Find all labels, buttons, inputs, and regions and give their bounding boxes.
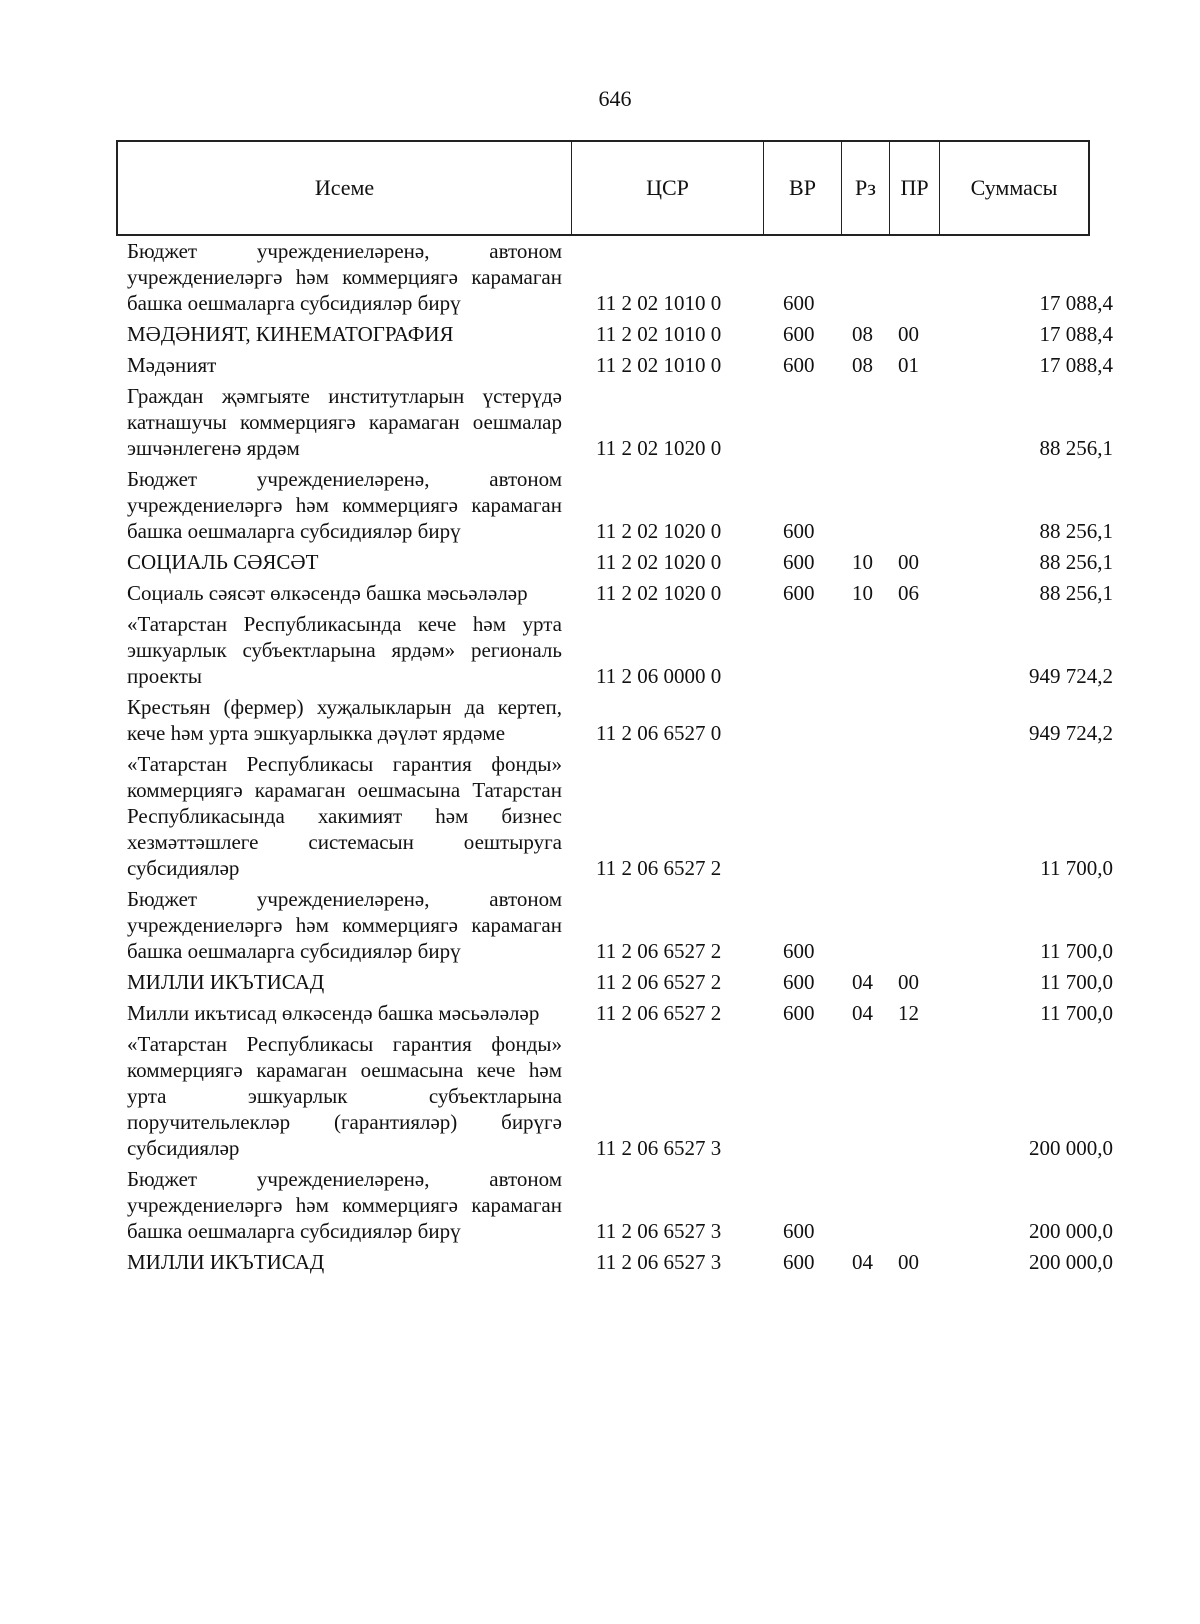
table-row [0,1249,1200,1275]
page-number: 646 [598,86,632,111]
row-csr: 11 2 02 1020 0 [596,519,722,543]
header-name: Исеме [118,142,572,234]
row-csr: 11 2 02 1010 0 [596,322,722,346]
row-sum: 17 088,4 [1039,353,1113,377]
row-sum: 88 256,1 [1039,581,1113,605]
row-vr: 600 [783,1250,815,1274]
row-sum: 88 256,1 [1039,550,1113,574]
row-csr: 11 2 02 1020 0 [596,550,722,574]
row-sum: 11 700,0 [1040,856,1113,880]
row-sum: 200 000,0 [1029,1219,1113,1243]
row-vr: 600 [783,291,815,315]
row-vr: 600 [783,519,815,543]
row-vr: 600 [783,322,815,346]
table-row [0,549,1200,575]
row-name: Социаль сәясәт өлкәсендә башка мәсьәләләр [127,581,528,605]
table-row [0,969,1200,995]
row-csr: 11 2 06 6527 0 [596,721,722,745]
row-rz: 10 [852,550,873,574]
table-row [0,1166,1200,1244]
table-row [0,321,1200,347]
row-name: Крестьян (фермер) хуҗалыкларын да кертеп, кече һәм урта эшкуарлыкка дәүләт ярдәме [127,695,562,745]
table-row [0,466,1200,544]
row-csr: 11 2 06 6527 2 [596,1001,722,1025]
table-row [0,1000,1200,1026]
row-csr: 11 2 02 1020 0 [596,436,722,460]
row-name: СОЦИАЛЬ СӘЯСӘТ [127,550,319,574]
row-sum: 11 700,0 [1040,970,1113,994]
row-sum: 200 000,0 [1029,1136,1113,1160]
row-name: Бюджет учреждениеләренә, автоном учреждениеләргә һәм коммерциягә карамаган башка оешмаларга субсидияләр бирү [127,467,562,543]
row-vr: 600 [783,1219,815,1243]
row-csr: 11 2 06 6527 2 [596,970,722,994]
row-sum: 17 088,4 [1039,291,1113,315]
row-csr: 11 2 06 6527 3 [596,1219,722,1243]
header-rz: Рз [842,142,890,234]
row-vr: 600 [783,353,815,377]
table-row [0,694,1200,746]
table-body [0,238,1200,1280]
row-pr: 06 [898,581,919,605]
row-csr: 11 2 06 6527 3 [596,1250,722,1274]
table-row [0,383,1200,461]
row-csr: 11 2 06 0000 0 [596,664,722,688]
row-name: Бюджет учреждениеләренә, автоном учреждениеләргә һәм коммерциягә карамаган башка оешмаларга субсидияләр бирү [127,1167,562,1243]
row-name: Мәдәният [127,353,217,377]
row-pr: 01 [898,353,919,377]
row-csr: 11 2 02 1020 0 [596,581,722,605]
row-rz: 04 [852,1250,873,1274]
row-sum: 88 256,1 [1039,436,1113,460]
row-csr: 11 2 06 6527 3 [596,1136,722,1160]
table-row [0,611,1200,689]
row-pr: 00 [898,970,919,994]
table-header [116,140,1090,236]
row-pr: 00 [898,322,919,346]
header-vr: ВР [764,142,842,234]
row-name: МИЛЛИ ИКЪТИСАД [127,1250,325,1274]
table-row [0,238,1200,316]
row-rz: 08 [852,322,873,346]
row-pr: 12 [898,1001,919,1025]
row-vr: 600 [783,970,815,994]
row-name: Милли икътисад өлкәсендә башка мәсьәләләр [127,1001,540,1025]
row-vr: 600 [783,1001,815,1025]
header-pr: ПР [890,142,940,234]
row-rz: 08 [852,353,873,377]
row-name: «Татарстан Республикасы гарантия фонды» коммерциягә карамаган оешмасына Татарстан Республикасында хакимият һәм бизнес хезмәттәшлеге системасын оештыруга субсидияләр [127,752,562,880]
row-rz: 10 [852,581,873,605]
row-csr: 11 2 06 6527 2 [596,856,722,880]
header-sum: Суммасы [970,175,1058,200]
row-name: Граждан җәмгыяте институтларын үстерүдә катнашучы коммерциягә карамаган оешмалар эшчәнлегенә ярдәм [127,384,562,460]
row-sum: 11 700,0 [1040,939,1113,963]
row-name: Бюджет учреждениеләренә, автоном учреждениеләргә һәм коммерциягә карамаган башка оешмаларга субсидияләр бирү [127,887,562,963]
row-sum: 949 724,2 [1029,721,1113,745]
table-row [0,886,1200,964]
row-csr: 11 2 06 6527 2 [596,939,722,963]
header-csr: ЦСР [572,142,764,234]
row-sum: 949 724,2 [1029,664,1113,688]
row-name: Бюджет учреждениеләренә, автоном учреждениеләргә һәм коммерциягә карамаган башка оешмаларга субсидияләр бирү [127,239,562,315]
row-vr: 600 [783,581,815,605]
row-name: «Татарстан Республикасында кече һәм урта эшкуарлык субъектларына ярдәм» региональ проекты [127,612,562,688]
row-name: МӘДӘНИЯТ, КИНЕМАТОГРАФИЯ [127,322,454,346]
row-sum: 88 256,1 [1039,519,1113,543]
row-sum: 17 088,4 [1039,322,1113,346]
table-row [0,580,1200,606]
row-name: МИЛЛИ ИКЪТИСАД [127,970,325,994]
row-name: «Татарстан Республикасы гарантия фонды» коммерциягә карамаган оешмасына кече һәм урта эшкуарлык субъектларына поручительлекләр (гарантияләр) бирүгә субсидияләр [127,1032,562,1160]
row-rz: 04 [852,1001,873,1025]
row-vr: 600 [783,939,815,963]
row-rz: 04 [852,970,873,994]
row-vr: 600 [783,550,815,574]
row-pr: 00 [898,550,919,574]
row-sum: 200 000,0 [1029,1250,1113,1274]
table-row [0,352,1200,378]
table-row [0,1031,1200,1161]
table-row [0,751,1200,881]
row-csr: 11 2 02 1010 0 [596,353,722,377]
row-sum: 11 700,0 [1040,1001,1113,1025]
row-csr: 11 2 02 1010 0 [596,291,722,315]
row-pr: 00 [898,1250,919,1274]
